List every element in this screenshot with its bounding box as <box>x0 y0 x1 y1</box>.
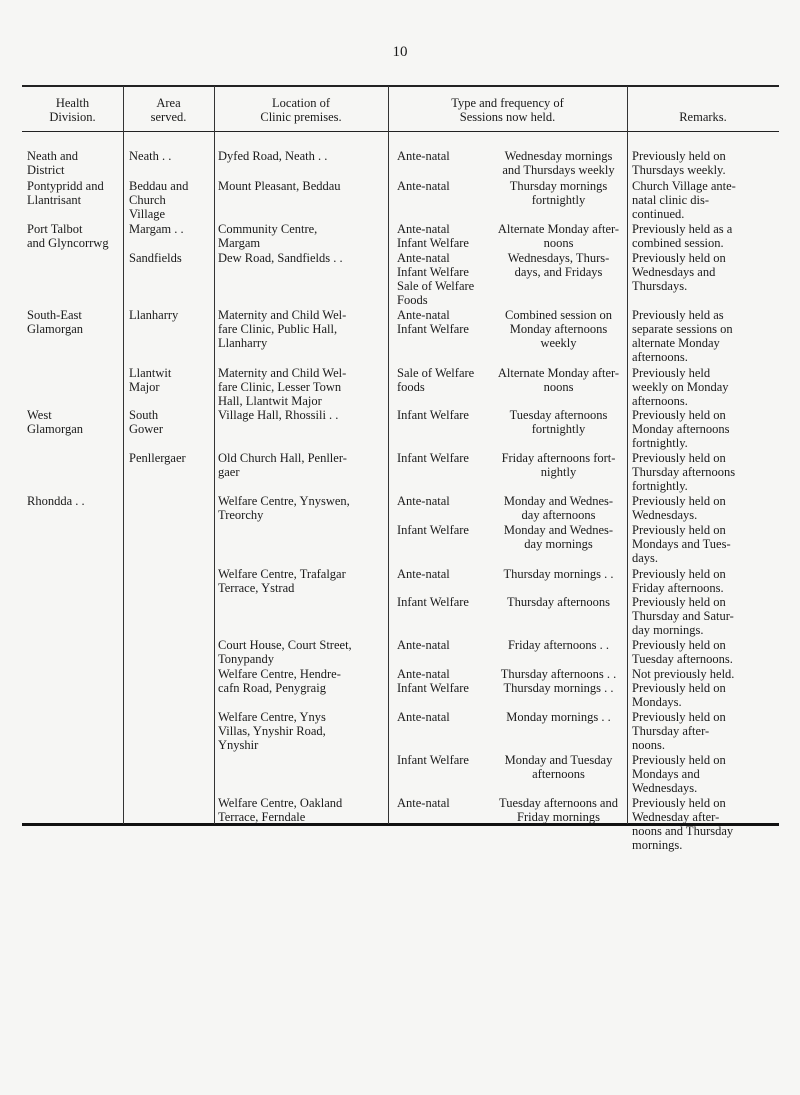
type-cell: Ante-natal <box>397 710 450 724</box>
remarks-cell: Thursdays weekly. <box>632 163 726 177</box>
header-line: Type and frequency of <box>451 96 564 110</box>
area-cell: Major <box>129 380 160 394</box>
remarks-cell: Previously held on <box>632 796 726 810</box>
remarks-cell: Friday afternoons. <box>632 581 724 595</box>
area-cell: Church <box>129 193 166 207</box>
remarks-cell: Previously held on <box>632 595 726 609</box>
remarks-cell: Wednesdays and <box>632 265 716 279</box>
location-cell: gaer <box>218 465 240 479</box>
frequency-cell: Alternate Monday after- <box>497 366 620 380</box>
remarks-cell: Previously held on <box>632 251 726 265</box>
remarks-cell: Previously held on <box>632 408 726 422</box>
remarks-cell: natal clinic dis- <box>632 193 710 207</box>
location-cell: fare Clinic, Lesser Town <box>218 380 342 394</box>
type-cell: Infant Welfare <box>397 265 469 279</box>
type-cell: Sale of Welfare <box>397 366 475 380</box>
frequency-cell: Combined session on <box>505 308 612 322</box>
header-remarks: Remarks. <box>679 110 727 124</box>
header-line: Division. <box>49 110 96 124</box>
area-cell: Village <box>129 207 166 221</box>
location-cell: Welfare Centre, Hendre- <box>218 667 341 681</box>
remarks-cell: Church Village ante- <box>632 179 736 193</box>
location-cell: Welfare Centre, Ynyswen, <box>218 494 350 508</box>
area-cell: South <box>129 408 159 422</box>
type-cell: Infant Welfare <box>397 451 469 465</box>
remarks-cell: Previously held on <box>632 681 726 695</box>
location-cell: Tonypandy <box>218 652 275 666</box>
remarks-cell: Mondays. <box>632 695 682 709</box>
remarks-cell: Tuesday afternoons. <box>632 652 733 666</box>
type-cell: Ante-natal <box>397 149 450 163</box>
frequency-cell: Tuesday afternoons and <box>499 796 618 810</box>
type-cell: Ante-natal <box>397 667 450 681</box>
header-line: Clinic premises. <box>260 110 342 124</box>
location-cell: Welfare Centre, Oakland <box>218 796 343 810</box>
division-cell: and Glyncorrwg <box>27 236 109 250</box>
remarks-cell: noons and Thursday <box>632 824 734 838</box>
remarks-cell: noons. <box>632 738 665 752</box>
location-cell: Welfare Centre, Trafalgar <box>218 567 346 581</box>
frequency-cell: Monday and Wednes- <box>503 494 614 508</box>
remarks-cell: Thursday and Satur- <box>632 609 734 623</box>
remarks-cell: days. <box>632 551 659 565</box>
remarks-cell: Mondays and <box>632 767 700 781</box>
location-cell: Welfare Centre, Ynys <box>218 710 326 724</box>
frequency-cell: day afternoons <box>521 508 596 522</box>
remarks-cell: Not previously held. <box>632 667 735 681</box>
type-cell: Ante-natal <box>397 796 450 810</box>
frequency-cell: days, and Fridays <box>514 265 603 279</box>
location-cell: Old Church Hall, Penller- <box>218 451 347 465</box>
frequency-cell: afternoons <box>532 767 585 781</box>
location-cell: Maternity and Child Wel- <box>218 308 347 322</box>
area-cell: Sandfields <box>129 251 182 265</box>
division-cell: Pontypridd and <box>27 179 104 193</box>
location-cell: Court House, Court Street, <box>218 638 352 652</box>
location-cell: Mount Pleasant, Beddau <box>218 179 341 193</box>
frequency-cell: Monday afternoons <box>509 322 608 336</box>
frequency-cell: and Thursdays weekly <box>502 163 615 177</box>
area-cell: Llantwit <box>129 366 172 380</box>
header-rule <box>22 131 779 132</box>
remarks-cell: Wednesdays. <box>632 781 698 795</box>
remarks-cell: Thursday after- <box>632 724 710 738</box>
remarks-cell: afternoons. <box>632 394 688 408</box>
remarks-cell: afternoons. <box>632 350 688 364</box>
frequency-cell: Thursday mornings . . <box>503 567 614 581</box>
area-cell: Neath . . <box>129 149 172 163</box>
frequency-cell: Monday mornings . . <box>506 710 611 724</box>
division-cell: Port Talbot <box>27 222 83 236</box>
remarks-cell: Previously held on <box>632 710 726 724</box>
location-cell: Dyfed Road, Neath . . <box>218 149 328 163</box>
remarks-cell: Monday afternoons <box>632 422 730 436</box>
remarks-cell: separate sessions on <box>632 322 733 336</box>
type-cell: Infant Welfare <box>397 595 469 609</box>
location-cell: Village Hall, Rhossili . . <box>218 408 339 422</box>
remarks-cell: combined session. <box>632 236 724 250</box>
type-cell: Ante-natal <box>397 638 450 652</box>
area-cell: Gower <box>129 422 164 436</box>
type-cell: Infant Welfare <box>397 322 469 336</box>
frequency-cell: nightly <box>540 465 577 479</box>
type-cell: Infant Welfare <box>397 523 469 537</box>
location-cell: Treorchy <box>218 508 264 522</box>
location-cell: cafn Road, Penygraig <box>218 681 326 695</box>
division-cell: Llantrisant <box>27 193 82 207</box>
remarks-cell: Previously held as <box>632 308 724 322</box>
column-divider <box>123 86 124 824</box>
division-cell: Neath and <box>27 149 79 163</box>
area-cell: Margam . . <box>129 222 184 236</box>
division-cell: Rhondda . . <box>27 494 85 508</box>
column-divider <box>214 86 215 824</box>
frequency-cell: Monday and Wednes- <box>503 523 614 537</box>
location-cell: Ynyshir <box>218 738 259 752</box>
location-cell: Maternity and Child Wel- <box>218 366 347 380</box>
location-cell: Community Centre, <box>218 222 318 236</box>
frequency-cell: Friday afternoons fort- <box>501 451 616 465</box>
division-cell: South-East <box>27 308 82 322</box>
frequency-cell: Thursday mornings . . <box>503 681 614 695</box>
location-cell: Hall, Llantwit Major <box>218 394 322 408</box>
frequency-cell: noons <box>543 380 574 394</box>
remarks-cell: Previously held on <box>632 523 726 537</box>
type-cell: Sale of Welfare <box>397 279 475 293</box>
frequency-cell: Thursday mornings <box>509 179 608 193</box>
location-cell: Terrace, Ferndale <box>218 810 306 824</box>
type-cell: Ante-natal <box>397 308 450 322</box>
table-top-rule <box>22 85 779 87</box>
division-cell: Glamorgan <box>27 422 84 436</box>
remarks-cell: Previously held <box>632 366 711 380</box>
frequency-cell: Wednesdays, Thurs- <box>507 251 610 265</box>
frequency-cell: day mornings <box>524 537 593 551</box>
area-cell: Beddau and <box>129 179 189 193</box>
frequency-cell: fortnightly <box>531 193 586 207</box>
type-cell: Infant Welfare <box>397 408 469 422</box>
remarks-cell: Previously held on <box>632 494 726 508</box>
page-number: 10 <box>392 44 408 60</box>
header-line: Area <box>156 96 181 110</box>
type-cell: Infant Welfare <box>397 681 469 695</box>
frequency-cell: fortnightly <box>531 422 586 436</box>
remarks-cell: Previously held on <box>632 753 726 767</box>
type-cell: foods <box>397 380 425 394</box>
header-division <box>22 96 123 124</box>
remarks-cell: mornings. <box>632 838 683 852</box>
frequency-cell: Friday mornings <box>517 810 600 824</box>
location-cell: Villas, Ynyshir Road, <box>218 724 326 738</box>
type-cell: Infant Welfare <box>397 753 469 767</box>
header-area <box>123 96 214 124</box>
remarks-cell: Thursdays. <box>632 279 688 293</box>
column-divider <box>388 86 389 824</box>
type-cell: Infant Welfare <box>397 236 469 250</box>
remarks-cell: Previously held on <box>632 149 726 163</box>
area-cell: Penllergaer <box>129 451 186 465</box>
frequency-cell: Thursday afternoons <box>506 595 611 609</box>
remarks-cell: Previously held on <box>632 451 726 465</box>
remarks-cell: weekly on Monday <box>632 380 729 394</box>
division-cell: West <box>27 408 52 422</box>
remarks-cell: Wednesdays. <box>632 508 698 522</box>
frequency-cell: weekly <box>540 336 577 350</box>
remarks-cell: Wednesday after- <box>632 810 720 824</box>
remarks-cell: Previously held as a <box>632 222 733 236</box>
column-divider <box>627 86 628 824</box>
type-cell: Ante-natal <box>397 179 450 193</box>
remarks-cell: Previously held on <box>632 638 726 652</box>
header-type <box>388 96 627 124</box>
location-cell: Terrace, Ystrad <box>218 581 295 595</box>
type-cell: Foods <box>397 293 428 307</box>
remarks-cell: Thursday afternoons <box>632 465 736 479</box>
remarks-cell: fortnightly. <box>632 479 688 493</box>
location-cell: Margam <box>218 236 261 250</box>
header-line: served. <box>150 110 187 124</box>
frequency-cell: Tuesday afternoons <box>509 408 608 422</box>
remarks-cell: Mondays and Tues- <box>632 537 731 551</box>
frequency-cell: Thursday afternoons . . <box>500 667 617 681</box>
remarks-cell: day mornings. <box>632 623 704 637</box>
remarks-cell: fortnightly. <box>632 436 688 450</box>
header-line: Sessions now held. <box>459 110 556 124</box>
division-cell: Glamorgan <box>27 322 84 336</box>
frequency-cell: Alternate Monday after- <box>497 222 620 236</box>
area-cell: Llanharry <box>129 308 179 322</box>
frequency-cell: Friday afternoons . . <box>507 638 610 652</box>
remarks-cell: Previously held on <box>632 567 726 581</box>
division-cell: District <box>27 163 65 177</box>
header-line: Location of <box>272 96 330 110</box>
location-cell: fare Clinic, Public Hall, <box>218 322 338 336</box>
header-line: Health <box>55 96 90 110</box>
header-location <box>214 96 388 124</box>
location-cell: Dew Road, Sandfields . . <box>218 251 343 265</box>
type-cell: Ante-natal <box>397 222 450 236</box>
type-cell: Ante-natal <box>397 567 450 581</box>
remarks-cell: continued. <box>632 207 685 221</box>
type-cell: Ante-natal <box>397 251 450 265</box>
location-cell: Llanharry <box>218 336 268 350</box>
frequency-cell: Wednesday mornings <box>504 149 613 163</box>
frequency-cell: noons <box>543 236 574 250</box>
type-cell: Ante-natal <box>397 494 450 508</box>
remarks-cell: alternate Monday <box>632 336 720 350</box>
frequency-cell: Monday and Tuesday <box>504 753 613 767</box>
